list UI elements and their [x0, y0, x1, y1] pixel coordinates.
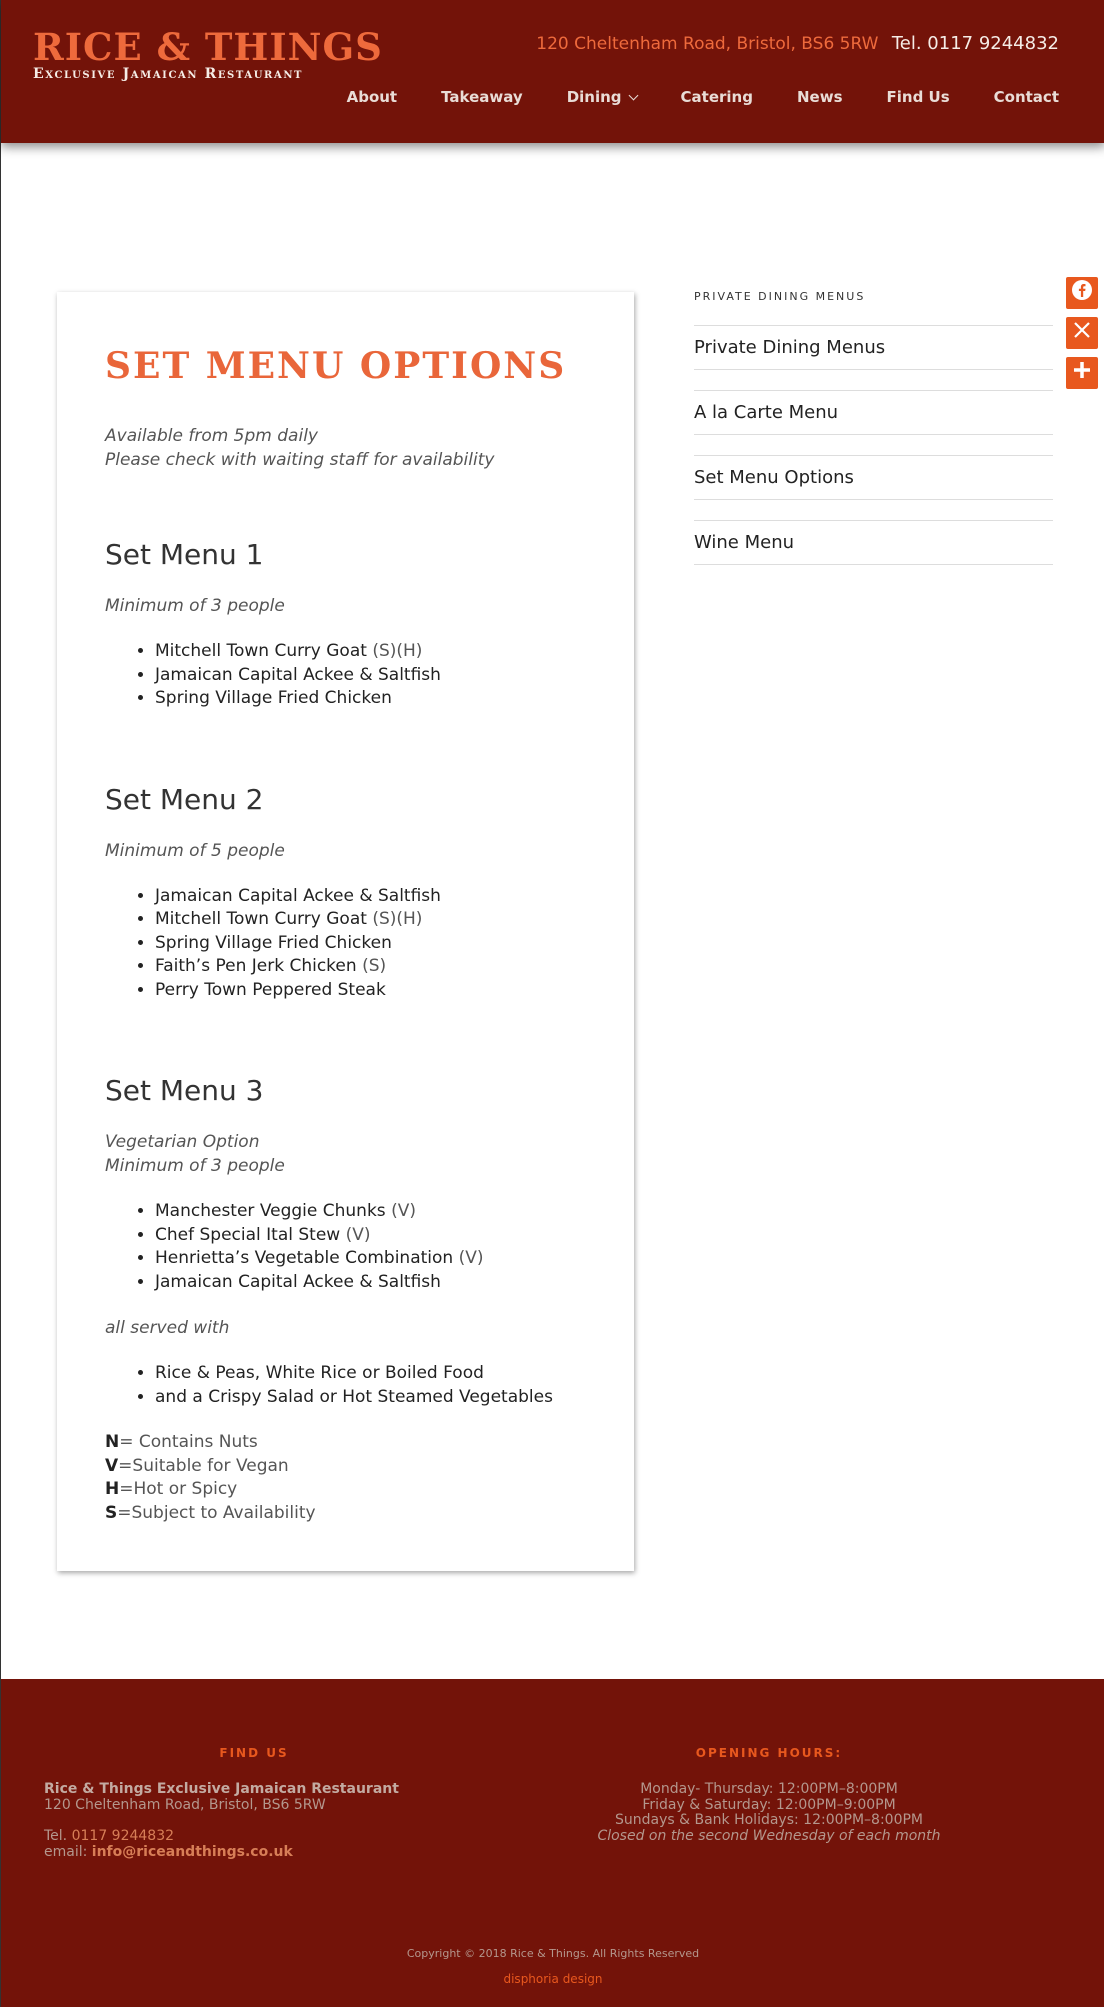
footer-email[interactable]: info@riceandthings.co.uk [91, 1843, 293, 1860]
list-item: • Rice & Peas, White Rice or Boiled Food [155, 1362, 586, 1386]
footer-phone[interactable]: 0117 9244832 [71, 1828, 175, 1844]
nav-takeaway[interactable] [441, 88, 523, 106]
sidebar-heading: PRIVATE DINING MENUS [694, 290, 866, 303]
dietary-legend [105, 1431, 586, 1525]
legend-item: N= Contains Nuts [105, 1432, 258, 1452]
menu-note: Minimum of 3 people [105, 596, 285, 616]
list-item: • Chef Special Ital Stew (V) [155, 1224, 586, 1248]
closed-note: Closed on the second Wednesday of each month [597, 1827, 941, 1844]
nav-contact[interactable] [994, 88, 1059, 106]
list-item: • Perry Town Peppered Steak [155, 979, 586, 1003]
served-with-list [105, 1362, 586, 1409]
site-footer [1, 1679, 1104, 2007]
menu-note: Minimum of 5 people [105, 840, 285, 861]
nav-label: Catering [680, 88, 753, 106]
facebook-share-button[interactable] [1066, 277, 1098, 309]
menu-item-list [105, 1200, 586, 1294]
nav-label: About [346, 88, 398, 106]
sidebar-link-private-dining[interactable]: Private Dining Menus [694, 325, 1053, 370]
legend-item: V=Suitable for Vegan [105, 1455, 289, 1476]
list-item: • Faith’s Pen Jerk Chicken (S) [155, 955, 586, 979]
nav-label: Contact [993, 88, 1059, 106]
set-menu-title: Set Menu 2 [105, 782, 264, 816]
header-address-bar [536, 33, 1059, 54]
nav-catering[interactable] [681, 88, 753, 106]
list-item: • Jamaican Capital Ackee & Saltfish [155, 1271, 586, 1295]
nav-label: Dining [566, 88, 622, 106]
sidebar [694, 290, 1053, 585]
footer-heading: FIND US [219, 1746, 289, 1760]
set-menu-title: Set Menu 3 [105, 1074, 264, 1107]
list-item: • Spring Village Fried Chicken [155, 687, 586, 711]
nav-label: Takeaway [441, 88, 523, 106]
list-item: • Henrietta’s Vegetable Combination (V) [155, 1247, 586, 1271]
menu-item-list [105, 885, 586, 1003]
share-more-button[interactable] [1066, 357, 1098, 389]
share-bar [1066, 277, 1098, 397]
designer-credit-link[interactable]: disphoria design [503, 1972, 603, 1986]
hours-line: Friday & Saturday: 12:00PM–9:00PM [642, 1796, 896, 1813]
nav-find-us[interactable] [887, 88, 950, 106]
menu-note: Vegetarian Option [105, 1132, 260, 1152]
list-item: • and a Crispy Salad or Hot Steamed Vegetables [155, 1386, 586, 1410]
footer-find-us [44, 1746, 464, 1860]
main-nav [303, 88, 1059, 106]
facebook-icon [1071, 279, 1093, 307]
list-item: • Mitchell Town Curry Goat (S)(H) [155, 908, 586, 932]
set-menu-title: Set Menu 1 [105, 538, 264, 571]
footer-heading: OPENING HOURS: [695, 1746, 843, 1760]
list-item: • Manchester Veggie Chunks (V) [155, 1200, 586, 1224]
content-card [57, 292, 634, 1571]
logo-subtitle: Exclusive Jamaican Restaurant [33, 66, 304, 82]
menu-item-list [105, 640, 586, 711]
intro-line: Available from 5pm daily [105, 426, 318, 446]
hours-line: Sundays & Bank Holidays: 12:00PM–8:00PM [614, 1812, 924, 1828]
site-logo[interactable] [33, 26, 383, 82]
footer-email-line: email: info@riceandthings.co.uk [44, 1843, 293, 1860]
nav-dining[interactable] [567, 88, 637, 106]
footer-address: 120 Cheltenham Road, Bristol, BS6 5RW [44, 1796, 326, 1813]
nav-about[interactable] [347, 88, 398, 106]
x-icon [1072, 320, 1092, 346]
list-item: • Spring Village Fried Chicken [155, 932, 586, 956]
share-plus-icon [1072, 360, 1092, 386]
x-share-button[interactable] [1066, 317, 1098, 349]
intro-line: Please check with waiting staff for availability [105, 450, 495, 470]
menu-note: Minimum of 3 people [105, 1156, 285, 1176]
page-title: SET MENU OPTIONS [105, 345, 567, 387]
nav-label: Find Us [886, 88, 950, 106]
chevron-down-icon [628, 90, 638, 100]
sidebar-link-a-la-carte[interactable]: A la Carte Menu [694, 390, 1053, 435]
footer-phone-line: Tel. 0117 9244832 [44, 1828, 175, 1844]
nav-label: News [796, 88, 843, 106]
sidebar-link-wine-menu[interactable]: Wine Menu [694, 520, 1053, 565]
copyright: Copyright © 2018 Rice & Things. All Rights Reserved [406, 1947, 700, 1960]
logo-title: RICE & THINGS [33, 25, 383, 69]
header-address: 120 Cheltenham Road, Bristol, BS6 5RW [536, 34, 879, 54]
list-item: • Mitchell Town Curry Goat (S)(H) [155, 640, 586, 664]
legend-item: S=Subject to Availability [105, 1502, 316, 1523]
legend-item: H=Hot or Spicy [105, 1479, 238, 1499]
footer-opening-hours [549, 1746, 989, 1844]
list-item: • Jamaican Capital Ackee & Saltfish [155, 885, 586, 909]
footer-restaurant-name: Rice & Things Exclusive Jamaican Restaurant [44, 1781, 399, 1797]
served-with-label: all served with [105, 1318, 230, 1338]
site-header [1, 0, 1104, 143]
header-phone[interactable]: Tel. 0117 9244832 [891, 33, 1059, 54]
hours-line: Monday- Thursday: 12:00PM–8:00PM [640, 1781, 898, 1797]
list-item: • Jamaican Capital Ackee & Saltfish [155, 664, 586, 688]
sidebar-link-set-menu[interactable]: Set Menu Options [694, 455, 1053, 500]
nav-news[interactable] [797, 88, 843, 106]
